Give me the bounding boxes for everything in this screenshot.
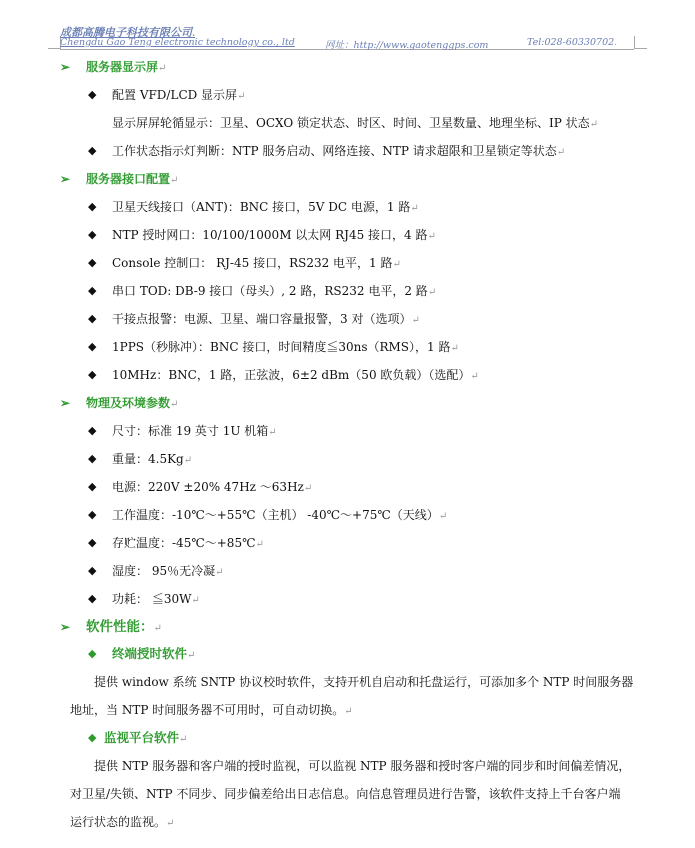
- physical-item: ◆ 重量：4.5Kg↵: [88, 452, 193, 466]
- physical-item: ◆ 存贮温度：-45℃～+85℃↵: [88, 536, 264, 550]
- diamond-bullet-icon: ◆: [88, 536, 97, 549]
- section-arrow-icon: ➢: [60, 620, 71, 634]
- diamond-bullet-icon: ◆: [88, 731, 97, 744]
- diamond-bullet-icon: ◆: [88, 508, 97, 521]
- diamond-bullet-icon: ◆: [88, 144, 97, 157]
- client-software-para-line: 地址，当 NTP 时间服务器不可用时，可自动切换。↵: [70, 703, 353, 717]
- port-item: ◆ 干接点报警：电源、卫星、端口容量报警，3 对（选项）↵: [88, 312, 420, 326]
- port-item: ◆ 串口 TOD: DB-9 接口（母头）, 2 路，RS232 电平，2 路↵: [88, 284, 437, 298]
- diamond-bullet-icon: ◆: [88, 368, 97, 381]
- display-bullet-2: ◆ 工作状态指示灯判断：NTP 服务启动、网络连接、NTP 请求超限和卫星锁定等状态↵: [88, 144, 566, 158]
- section-title-software: ➢ 软件性能：↵: [60, 619, 162, 635]
- company-name-en: Chengdu Gao Teng electronic technology co., ltd: [60, 37, 295, 48]
- section-arrow-icon: ➢: [60, 172, 71, 186]
- diamond-bullet-icon: ◆: [88, 452, 97, 465]
- diamond-bullet-icon: ◆: [88, 592, 97, 605]
- monitor-software-para-line: 提供 NTP 服务器和客户端的授时监视，可以监视 NTP 服务器和授时客户端的同步和时间偏差情况，: [94, 759, 631, 773]
- section-title-physical: ➢ 物理及环境参数↵: [60, 396, 179, 410]
- port-item: ◆ 10MHz：BNC，1 路，正弦波，6±2 dBm（50 欧负载）（选配）↵: [88, 368, 479, 382]
- diamond-bullet-icon: ◆: [88, 647, 97, 660]
- display-bullet-1: ◆ 配置 VFD/LCD 显示屏↵: [88, 88, 246, 102]
- company-website: 网址：http://www.gaotenggps.com: [325, 40, 489, 51]
- physical-item: ◆ 湿度： 95％无冷凝↵: [88, 564, 224, 578]
- physical-item: ◆ 工作温度：-10℃～+55℃（主机） -40℃～+75℃（天线）↵: [88, 508, 448, 522]
- port-item: ◆ 卫星天线接口（ANT)：BNC 接口，5V DC 电源，1 路↵: [88, 200, 419, 214]
- monitor-software-para-line: 对卫星/失锁、NTP 不同步、同步偏差给出日志信息。向信息管理员进行告警，该软件支持上千台客户端: [70, 787, 621, 801]
- section-title-ports: ➢ 服务器接口配置↵: [60, 172, 179, 186]
- diamond-bullet-icon: ◆: [88, 480, 97, 493]
- physical-item: ◆ 电源：220V ±20% 47Hz ～63Hz↵: [88, 480, 313, 494]
- subsection-title-client: ◆ 终端授时软件↵: [88, 646, 196, 661]
- subsection-title-monitor: ◆ 监视平台软件↵: [88, 730, 188, 745]
- header-corner-right: [634, 36, 647, 49]
- diamond-bullet-icon: ◆: [88, 88, 97, 101]
- port-item: ◆ 1PPS（秒脉冲）：BNC 接口，时间精度≦30ns（RMS），1 路↵: [88, 340, 459, 354]
- section-arrow-icon: ➢: [60, 60, 71, 74]
- display-rotation-text: 显示屏屏轮循显示：卫星、OCXO 锁定状态、时区、时间、卫星数量、地理坐标、IP 状态↵: [112, 116, 599, 130]
- port-item: ◆ NTP 授时网口：10/100/1000M 以太网 RJ45 接口，4 路↵: [88, 228, 436, 242]
- physical-item: ◆ 尺寸：标准 19 英寸 1U 机箱↵: [88, 424, 277, 438]
- section-arrow-icon: ➢: [60, 396, 71, 410]
- diamond-bullet-icon: ◆: [88, 564, 97, 577]
- diamond-bullet-icon: ◆: [88, 228, 97, 241]
- monitor-software-para-line: 运行状态的监视。↵: [70, 815, 175, 829]
- section-title-display: ➢ 服务器显示屏↵: [60, 60, 167, 74]
- company-tel: Tel:028-60330702.: [527, 37, 618, 48]
- diamond-bullet-icon: ◆: [88, 424, 97, 437]
- diamond-bullet-icon: ◆: [88, 312, 97, 325]
- physical-item: ◆ 功耗： ≦30W↵: [88, 592, 200, 606]
- client-software-para-line: 提供 window 系统 SNTP 协议校时软件，支持开机自启动和托盘运行，可添加多个 NTP 时间服务器: [94, 675, 634, 689]
- port-item: ◆ Console 控制口： RJ-45 接口，RS232 电平，1 路↵: [88, 256, 401, 270]
- page-header: [0, 0, 695, 60]
- diamond-bullet-icon: ◆: [88, 284, 97, 297]
- company-name-cn: 成都高腾电子科技有限公司.: [60, 26, 196, 39]
- diamond-bullet-icon: ◆: [88, 256, 97, 269]
- diamond-bullet-icon: ◆: [88, 340, 97, 353]
- diamond-bullet-icon: ◆: [88, 200, 97, 213]
